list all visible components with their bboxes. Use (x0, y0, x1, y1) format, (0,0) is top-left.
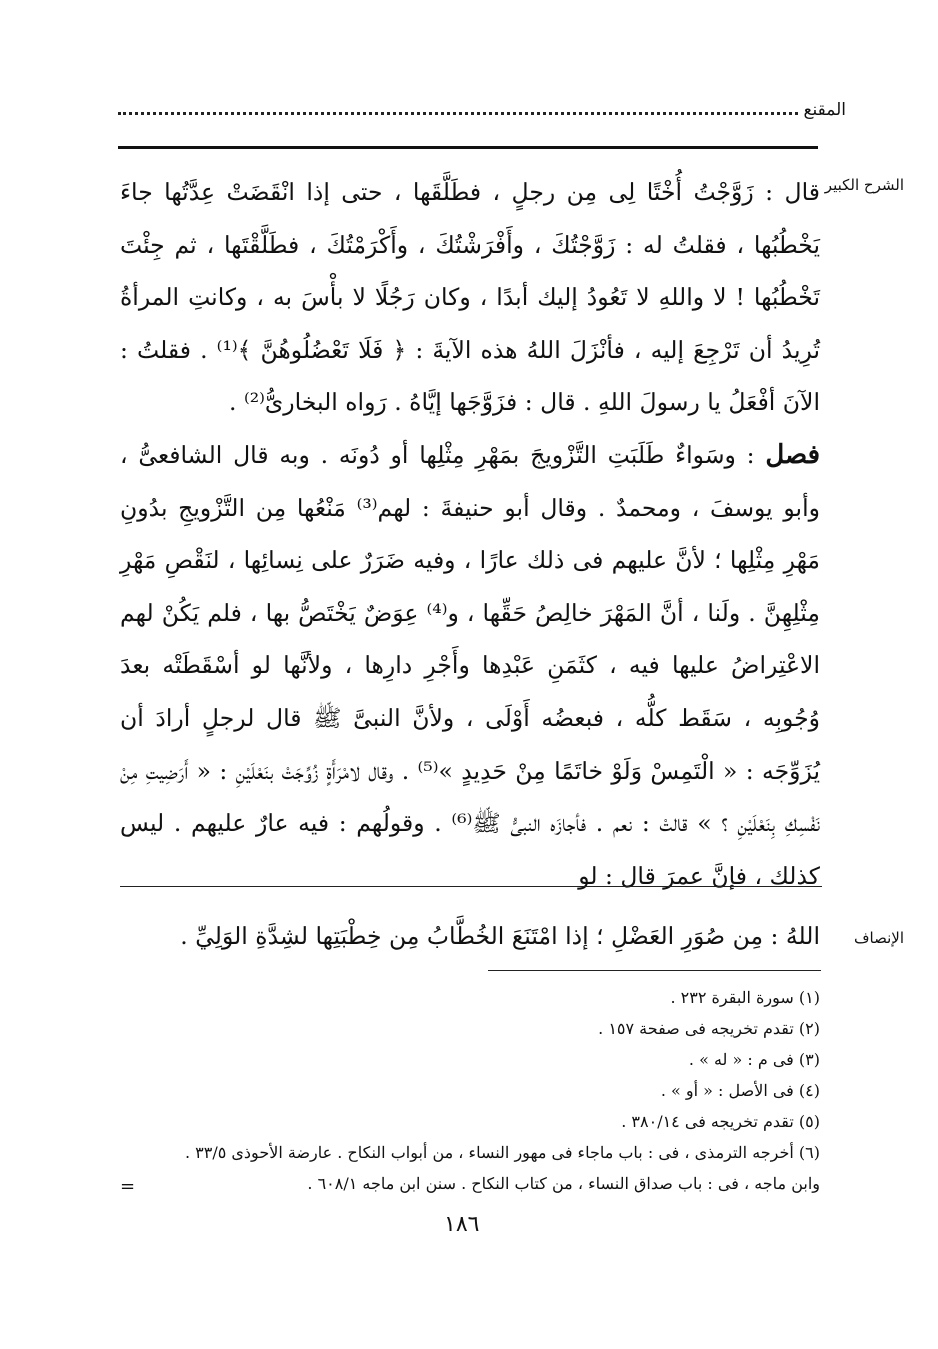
footnote: (٢) تقدم تخريجه فى صفحة ١٥٧ . (598, 1019, 820, 1038)
margin-label-insaf: الإنصاف (853, 929, 904, 947)
footnote-separator (488, 970, 821, 971)
paragraph-hadith: قال : زَوَّجْتُ أُخْتًا لِى مِن رجلٍ ، فطَلَّقَها ، حتى إذا انْقَضَتْ عِدَّتُها جاءَ يَخْطُبُها ، فقلتُ له : زَوَّجْتُكَ ، وأَفْرَشْتُكَ ، وأَكْرَمْتُكَ ، فطَلَّقْتَها ، ثم جِئْتَ تَخْطُبُها ! لا واللهِ لا تَعُودُ إليك أبدًا ، وكان رَجُلًا لا بأْسَ به ، وكانتِ المرأةُ تُرِيدُ أن تَرْجِعَ إليه ، فأنْزَلَ اللهُ هذه الآيةَ : ﴿ فَلَا تَعْضُلُوهُنَّ ﴾⁽¹⁾ . فقلتُ : الآنَ أفْعَلُ يا رسولَ اللهِ . قال : فزَوَّجَها إيَّاهُ . رَواه البخارىُّ⁽²⁾ . (120, 178, 820, 417)
fasl-heading: فصل (765, 439, 820, 470)
footnote: (٥) تقدم تخريجه فى ٣٨٠/١٤ . (621, 1112, 820, 1131)
header-dotted-line (118, 112, 798, 115)
main-commentary (120, 166, 820, 902)
header-rule (118, 146, 818, 149)
paragraph-fasl-body: : وسَواءٌ طَلَبَتِ التَّزْويجَ بمَهْرِ مِثْلِها أو دُونَه . وبه قال الشافعىُّ ، وأبو يوسفَ ، ومحمدٌ . وقال أبو حنيفةَ : لهم⁽³⁾ مَنْعُها مِن التَّزْويجِ بدُونِ مَهْرِ مِثْلِها ؛ لأنَّ عليهم فى ذلك عارًا ، وفيه ضَرَرٌ على نِسائِها ، لنَقْصِ مَهْرِ مِثْلِهِنَّ . ولَنا ، أنَّ المَهْرَ خالِصُ حَقِّها ، و⁽⁴⁾ عِوَضٌ يَخْتَصُّ بها ، فلم يَكُنْ لهم الاعْتِراضُ عليها فيه ، كثَمَنِ عَبْدِها وأَجْرِ دارِها ، ولأنَّها لو أسْقَطَتْه بعدَ وُجُوبِه ، سَقَط كلُّه ، فبعضُه أَوْلَى ، ولأنَّ النبىَّ ﷺ قال لرجلٍ أرادَ أن يُزَوِّجَه : « الْتَمِسْ وَلَوْ خاتَمًا مِنْ حَدِيدٍ »⁽⁵⁾ . وقال لامْرَأَةٍ زُوِّجَتْ بنَعْلَيْنِ : « أَرَضِيتِ مِنْ نَفْسِكِ بِنَعْلَيْنِ ؟ » قالتْ : نعم . فأجازَه النبىُّ ﷺ⁽⁶⁾ . وقولُهم : فيه عارٌ عليهم . ليس كذلك ، فإنَّ عمرَ قال : لو (120, 440, 820, 890)
section-separator (120, 886, 822, 887)
continuation-mark: = (120, 1176, 136, 1197)
page-number: ١٨٦ (444, 1212, 480, 1237)
footnote: (١) سورة البقرة ٢٣٢ . (670, 988, 820, 1007)
footnotes (120, 982, 820, 1199)
paragraph-fasl (120, 429, 820, 902)
running-header-title: المقنع (803, 100, 846, 120)
margin-label-sharh: الشرح الكبير (824, 176, 904, 194)
insaf-text: اللهُ : مِن صُوَرِ العَضْلِ ؛ إذا امْتَنَعَ الخُطَّابُ مِن خِطْبَتِها لشِدَّةِ الوَلِيِّ . (180, 922, 820, 950)
footnote-continued: وابن ماجه ، فى : باب صداق النساء ، من كتاب النكاح . سنن ابن ماجه ٦٠٨/١ . (307, 1174, 820, 1193)
footnote: (٣) فى م : « له » . (688, 1050, 820, 1069)
footnote: (٤) فى الأصل : « أو » . (660, 1081, 820, 1100)
footnote: (٦) أخرجه الترمذى ، فى : باب ماجاء فى مهور النساء ، من أبواب النكاح . عارضة الأحوذى ٣٣/٥ . (184, 1143, 820, 1162)
